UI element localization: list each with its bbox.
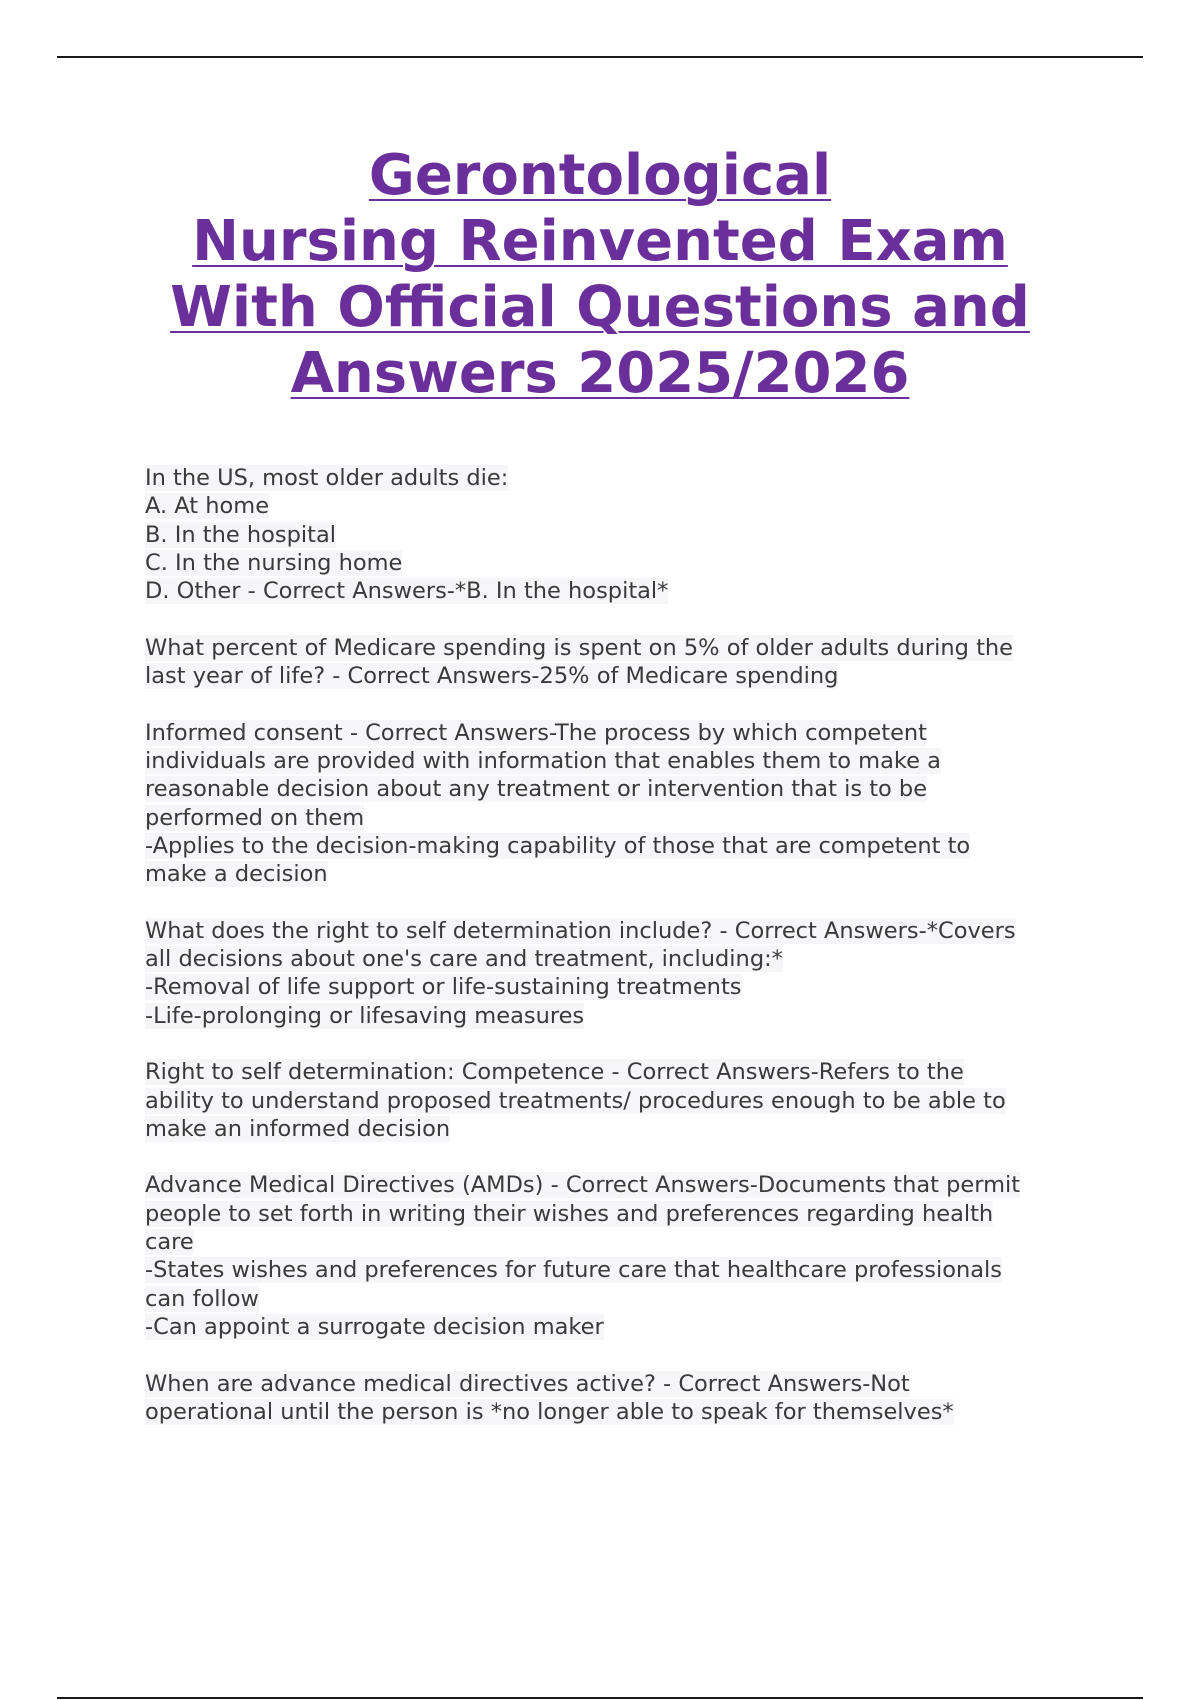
qa-line: ability to understand proposed treatments/ procedures enough to be able to: [145, 1087, 1006, 1114]
bottom-divider: [57, 1697, 1143, 1699]
qa-line: In the US, most older adults die:: [145, 465, 509, 491]
qa-line: Informed consent - Correct Answers-The process by which competent: [145, 719, 928, 746]
qa-item-advance-directives: [145, 1171, 1095, 1341]
qa-item-competence: [145, 1058, 1095, 1143]
qa-line: A. At home: [145, 493, 270, 520]
qa-line: individuals are provided with information that enables them to make a: [145, 747, 941, 774]
qa-line: D. Other - Correct Answers-*B. In the hospital*: [145, 578, 669, 605]
title-line: With Official Questions and: [170, 275, 1030, 340]
qa-line: -States wishes and preferences for future care that healthcare professionals: [145, 1257, 1003, 1284]
qa-line: -Applies to the decision-making capability of those that are competent to: [145, 832, 971, 859]
title-line: Nursing Reinvented Exam: [192, 209, 1008, 274]
qa-line: Right to self determination: Competence - Correct Answers-Refers to the: [145, 1059, 964, 1086]
qa-line: What percent of Medicare spending is spent on 5% of older adults during the: [145, 634, 1014, 661]
qa-line: When are advance medical directives active? - Correct Answers-Not: [145, 1370, 910, 1397]
qa-line: -Removal of life support or life-sustaining treatments: [145, 974, 742, 1001]
qa-line: C. In the nursing home: [145, 549, 403, 576]
qa-line: make a decision: [145, 861, 328, 888]
qa-line: people to set forth in writing their wishes and preferences regarding health: [145, 1200, 994, 1227]
title-line: Gerontological: [368, 143, 832, 208]
qa-line: all decisions about one's care and treatment, including:*: [145, 946, 783, 973]
qa-list: [145, 464, 1095, 1454]
qa-line: B. In the hospital: [145, 521, 337, 548]
qa-item-informed-consent: [145, 719, 1095, 889]
qa-line: Advance Medical Directives (AMDs) - Correct Answers-Documents that permit: [145, 1172, 1021, 1199]
qa-line: last year of life? - Correct Answers-25% of Medicare spending: [145, 663, 839, 690]
qa-line: -Life-prolonging or lifesaving measures: [145, 1002, 585, 1029]
qa-line: make an informed decision: [145, 1115, 451, 1142]
qa-line: can follow: [145, 1285, 259, 1312]
qa-line: reasonable decision about any treatment or intervention that is to be: [145, 776, 928, 803]
qa-item-place-of-death: [145, 464, 1095, 605]
qa-line: performed on them: [145, 804, 365, 831]
qa-item-self-determination: [145, 917, 1095, 1030]
title-line: Answers 2025/2026: [290, 341, 910, 406]
qa-item-medicare-spending: [145, 634, 1095, 691]
document-title: [100, 143, 1100, 407]
qa-line: care: [145, 1229, 194, 1256]
top-divider: [57, 56, 1143, 58]
qa-line: operational until the person is *no longer able to speak for themselves*: [145, 1398, 954, 1425]
qa-line: What does the right to self determination include? - Correct Answers-*Covers: [145, 917, 1016, 944]
qa-line: -Can appoint a surrogate decision maker: [145, 1313, 604, 1340]
qa-item-directives-active: [145, 1370, 1095, 1427]
